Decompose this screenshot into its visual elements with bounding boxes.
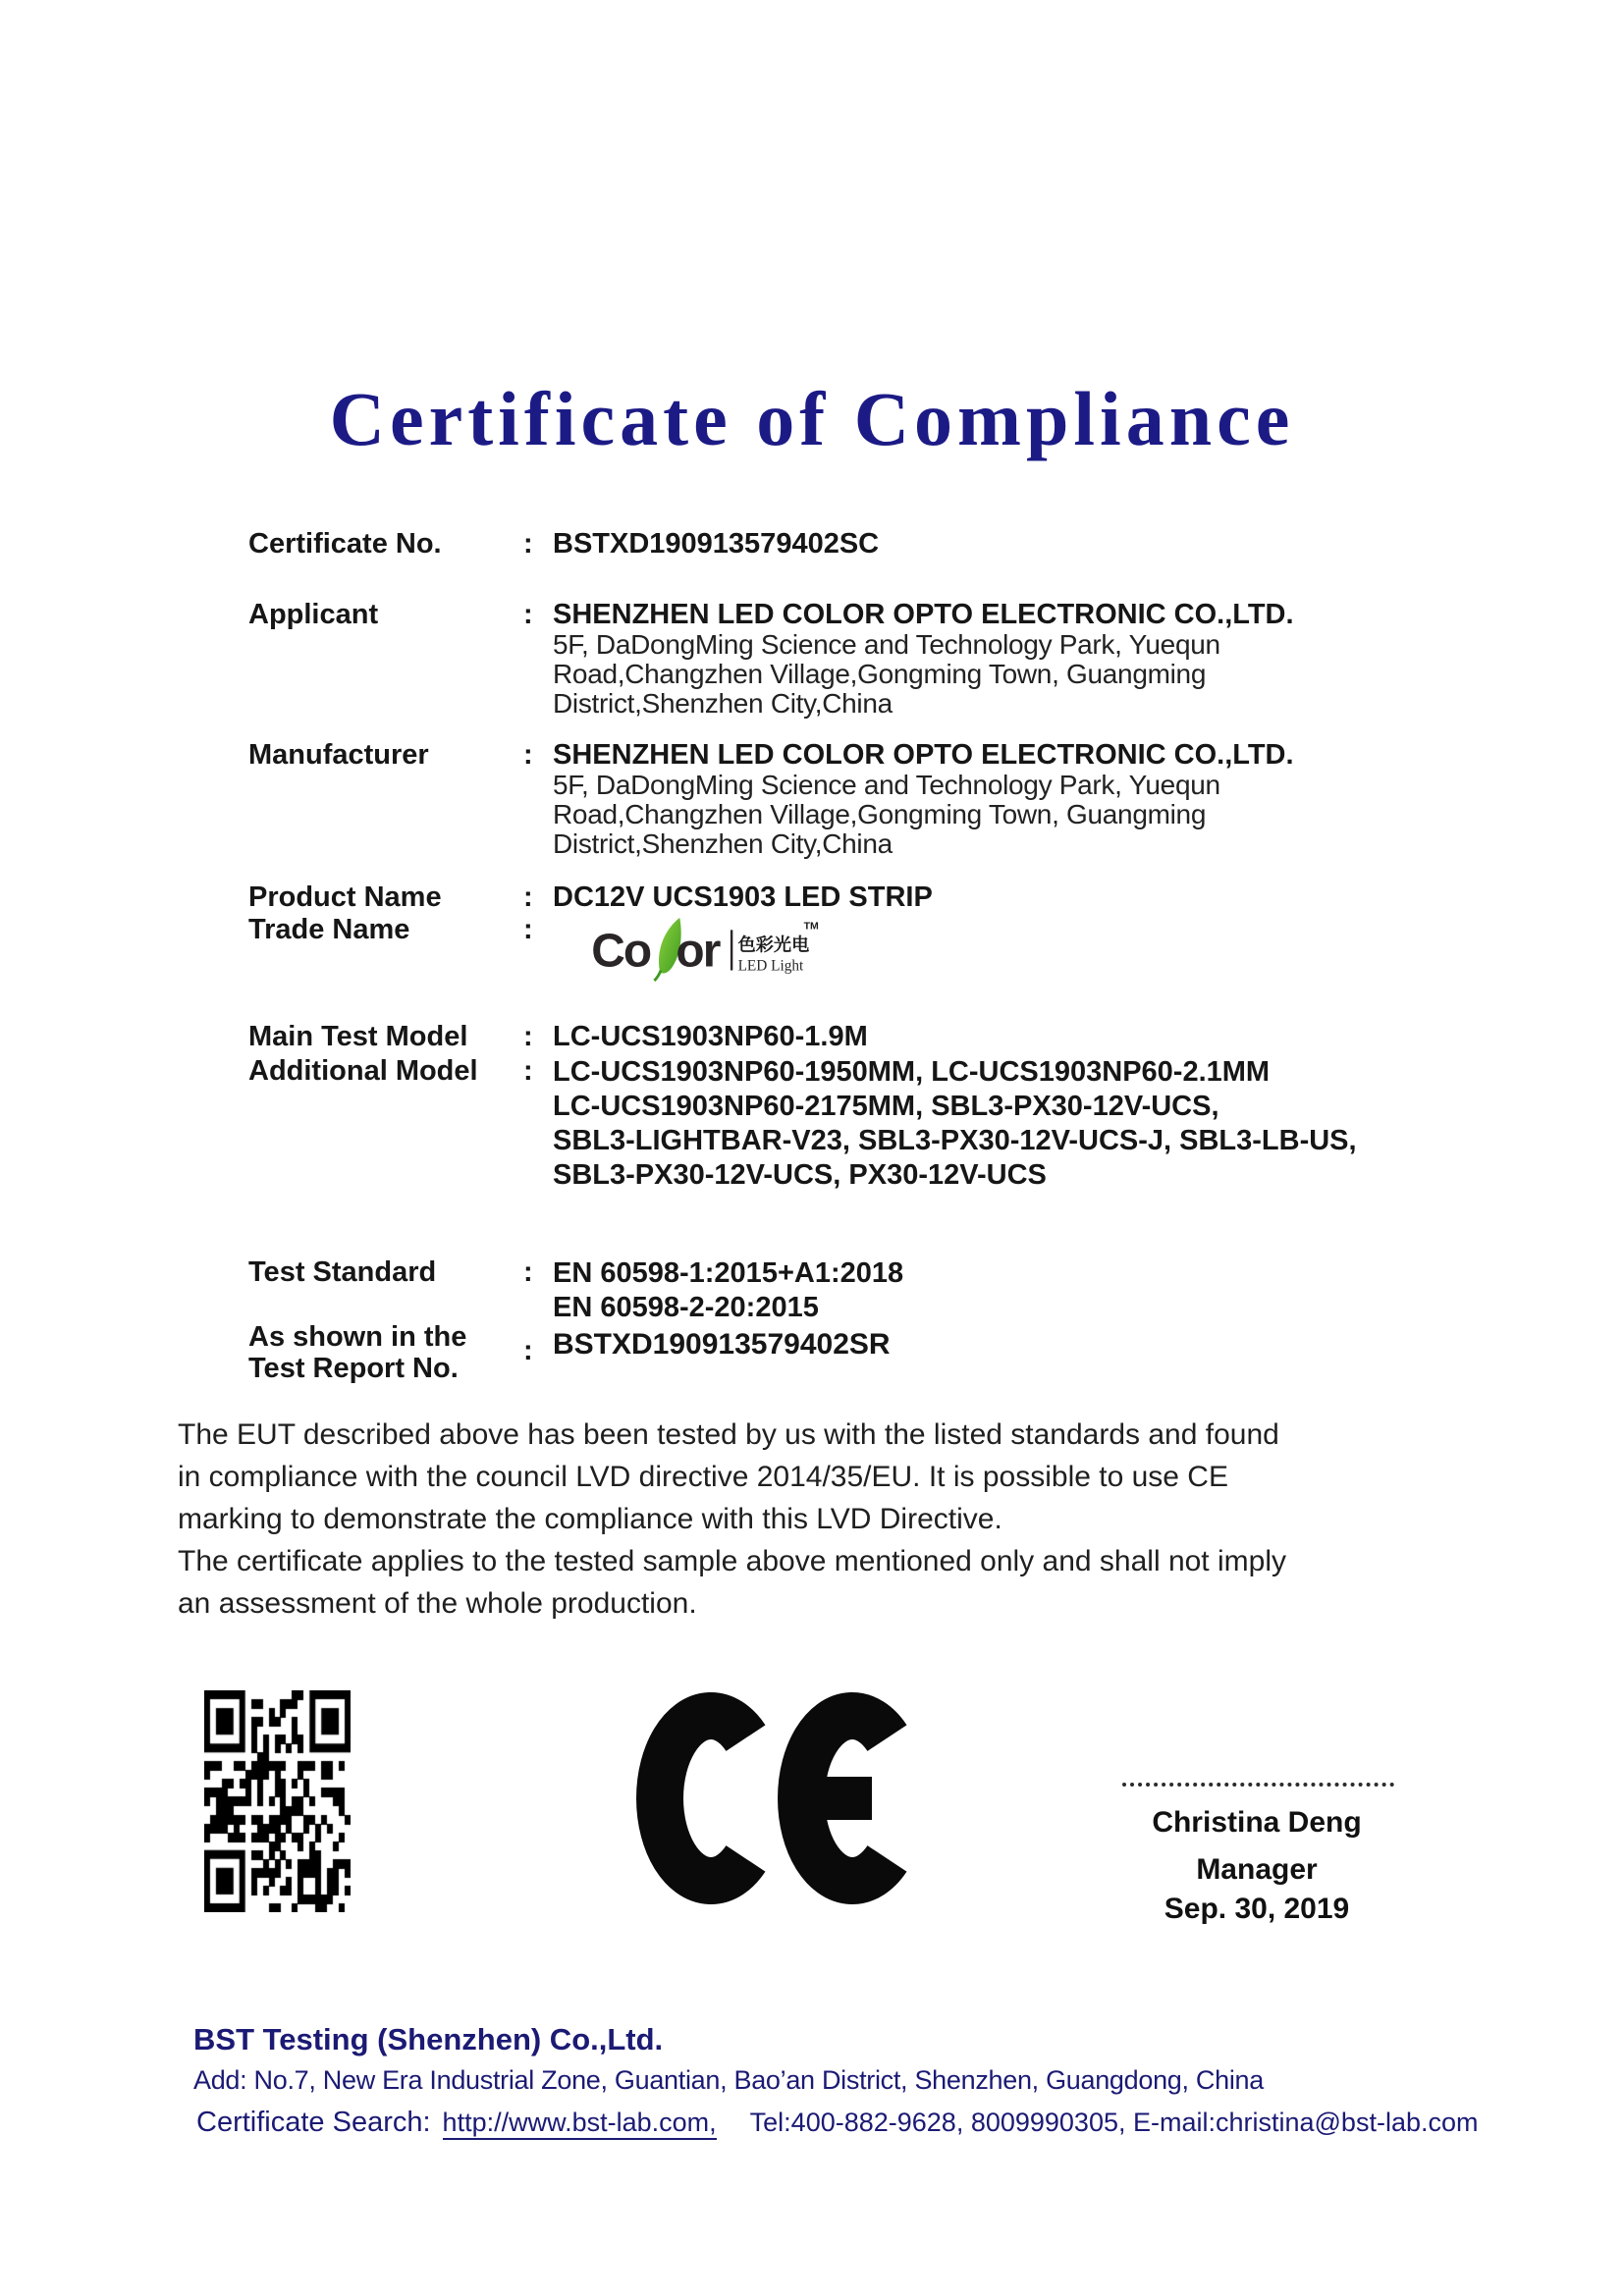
field-value-test-report: BSTXD190913579402SR <box>553 1328 891 1361</box>
footer-contact-row <box>196 2107 1478 2139</box>
footer-address: Add: No.7, New Era Industrial Zone, Guantian, Bao’an District, Shenzhen, Guangdong, China <box>193 2065 1264 2095</box>
field-value-additional-model <box>553 1055 1436 1193</box>
company-name: SHENZHEN LED COLOR OPTO ELECTRONIC CO.,LTD. <box>553 599 1294 630</box>
paragraph-line: The certificate applies to the tested sample above mentioned only and shall not imply <box>178 1545 1286 1577</box>
address-line: Road,Changzhen Village,Gongming Town, Guangming <box>553 659 1207 689</box>
ce-mark-icon <box>634 1691 931 1905</box>
address-line: 5F, DaDongMing Science and Technology Park, Yuequn <box>553 770 1220 800</box>
paragraph-line: an assessment of the whole production. <box>178 1587 697 1620</box>
compliance-statement <box>178 1414 1286 1625</box>
field-value-manufacturer <box>553 739 1436 859</box>
model-line: LC-UCS1903NP60-2175MM, SBL3-PX30-12V-UCS, <box>553 1091 1219 1122</box>
signature-dotted-line <box>1122 1783 1394 1787</box>
field-colon: : <box>523 739 533 771</box>
footer-company-name: BST Testing (Shenzhen) Co.,Ltd. <box>193 2022 664 2056</box>
field-colon: : <box>523 881 533 913</box>
footer-contact: Tel:400-882-9628, 8009990305, E-mail:christina@bst-lab.com <box>749 2108 1479 2137</box>
field-colon: : <box>523 914 533 945</box>
color-logo-text-or: or <box>676 925 720 978</box>
address-line: District,Shenzhen City,China <box>553 688 893 719</box>
field-label-line: As shown in the <box>248 1321 467 1353</box>
address-line: Road,Changzhen Village,Gongming Town, Guangming <box>553 799 1207 829</box>
signer-role: Manager <box>1196 1853 1318 1886</box>
model-line: LC-UCS1903NP60-1950MM, LC-UCS1903NP60-2.1MM <box>553 1056 1271 1088</box>
field-value-certificate-no: BSTXD190913579402SC <box>553 528 880 560</box>
field-value-test-standard <box>553 1256 1436 1325</box>
field-label-line: Test Report No. <box>248 1353 459 1384</box>
field-label-test-standard: Test Standard <box>248 1256 437 1288</box>
ce-mark-label <box>0 0 1 1</box>
field-value-main-test-model: LC-UCS1903NP60-1.9M <box>553 1021 868 1052</box>
paragraph-line: The EUT described above has been tested by us with the listed standards and found <box>178 1418 1279 1451</box>
qr-code <box>204 1690 351 1912</box>
paragraph-line: in compliance with the council LVD directive 2014/35/EU. It is possible to use CE <box>178 1461 1228 1493</box>
field-value-product-name: DC12V UCS1903 LED STRIP <box>553 881 933 913</box>
field-colon: : <box>523 1055 533 1087</box>
trademark-symbol: TM <box>803 920 819 933</box>
brand-logo <box>589 916 825 982</box>
field-value-applicant <box>553 599 1436 719</box>
field-colon: : <box>523 1256 533 1288</box>
leaf-stem-icon <box>654 971 661 982</box>
certificate-search-link[interactable]: http://www.bst-lab.com, <box>443 2108 717 2140</box>
standard-line: EN 60598-1:2015+A1:2018 <box>553 1257 904 1289</box>
field-label-test-report <box>248 1321 533 1384</box>
address-line: 5F, DaDongMing Science and Technology Park, Yuequn <box>553 629 1220 660</box>
signer-name: Christina Deng <box>1152 1806 1362 1839</box>
standard-line: EN 60598-2-20:2015 <box>553 1292 819 1323</box>
issue-date: Sep. 30, 2019 <box>1164 1893 1350 1925</box>
field-label-trade-name: Trade Name <box>248 914 410 945</box>
field-label-additional-model: Additional Model <box>248 1055 478 1087</box>
field-colon: : <box>523 1021 533 1052</box>
field-label-certificate-no: Certificate No. <box>248 528 442 560</box>
color-logo-text-co: Co <box>591 925 651 978</box>
paragraph-line: marking to demonstrate the compliance with this LVD Directive. <box>178 1503 1002 1535</box>
certificate-search-label: Certificate Search: <box>196 2107 431 2138</box>
field-label-main-test-model: Main Test Model <box>248 1021 468 1052</box>
field-colon: : <box>523 1335 533 1366</box>
field-colon: : <box>523 528 533 560</box>
logo-divider <box>731 930 732 970</box>
field-colon: : <box>523 599 533 630</box>
logo-subtext: LED Light <box>737 957 804 975</box>
field-label-applicant: Applicant <box>248 599 379 630</box>
field-label-manufacturer: Manufacturer <box>248 739 429 771</box>
logo-chinese-text: 色彩光电 <box>737 934 810 955</box>
model-line: SBL3-LIGHTBAR-V23, SBL3-PX30-12V-UCS-J, SBL3-LB-US, <box>553 1125 1357 1156</box>
model-line: SBL3-PX30-12V-UCS, PX30-12V-UCS <box>553 1159 1047 1191</box>
company-name: SHENZHEN LED COLOR OPTO ELECTRONIC CO.,LTD. <box>553 739 1294 771</box>
address-line: District,Shenzhen City,China <box>553 828 893 859</box>
field-label-product-name: Product Name <box>248 881 442 913</box>
page-title: Certificate of Compliance <box>329 376 1295 461</box>
